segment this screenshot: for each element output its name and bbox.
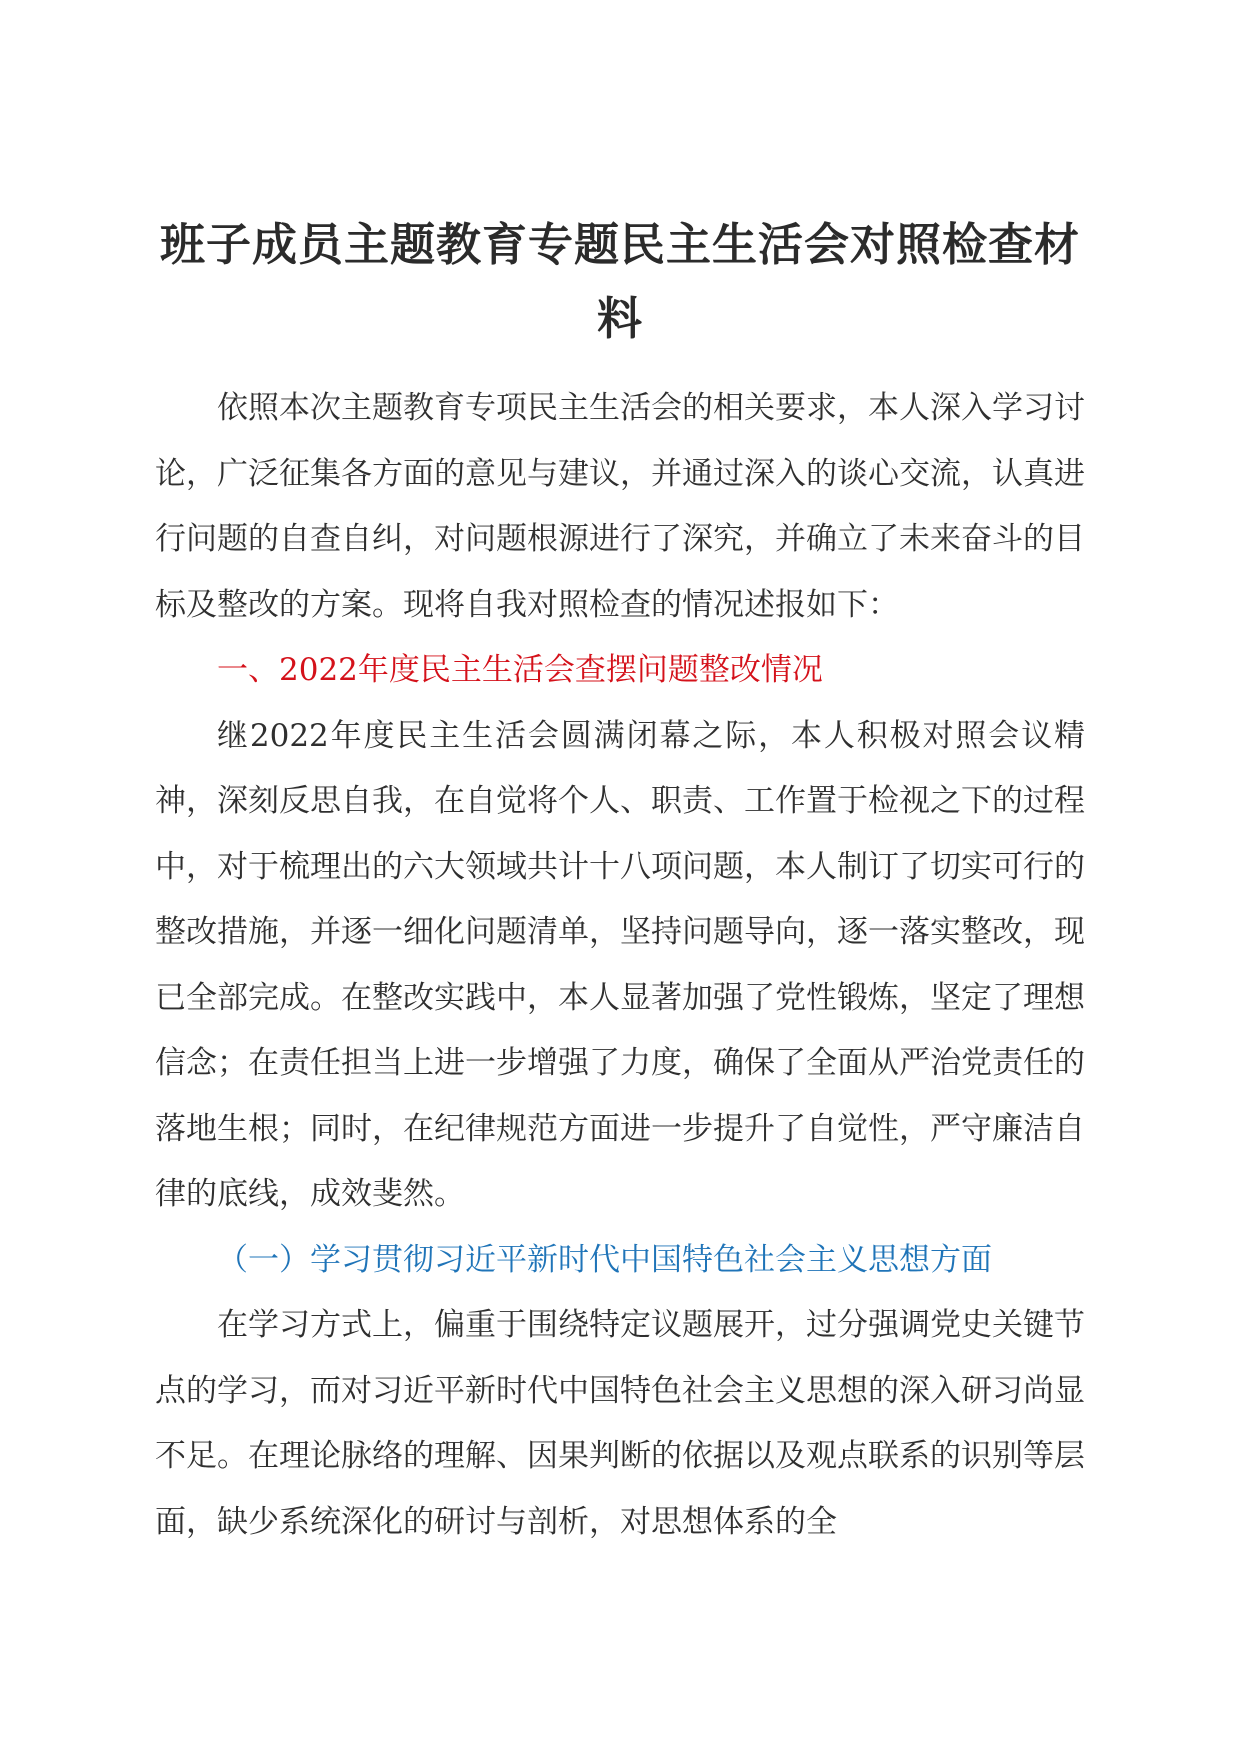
- body-paragraph: 继2022年度民主生活会圆满闭幕之际，本人积极对照会议精神，深刻反思自我，在自觉将个人、职责、工作置于检视之下的过程中，对于梳理出的六大领域共计十八项问题，本人制订了切实可行的整改措施，并逐一细化问题清单，坚持问题导向，逐一落实整改，现已全部完成。在整改实践中，本人显著加强了党性锻炼，坚定了理想信念；在责任担当上进一步增强了力度，确保了全面从严治党责任的落地生根；同时，在纪律规范方面进一步提升了自觉性，严守廉洁自律的底线，成效斐然。: [155, 717, 1085, 1212]
- section-heading-1: 一、2022年度民主生活会查摆问题整改情况: [217, 652, 823, 688]
- intro-paragraph: 依照本次主题教育专项民主生活会的相关要求，本人深入学习讨论，广泛征集各方面的意见与建议，并通过深入的谈心交流，认真进行问题的自查自纠，对问题根源进行了深究，并确立了未来奋斗的目标及整改的方案。现将自我对照检查的情况述报如下：: [155, 390, 1085, 623]
- body-paragraph: 在学习方式上，偏重于围绕特定议题展开，过分强调党史关键节点的学习，而对习近平新时代中国特色社会主义思想的深入研习尚显不足。在理论脉络的理解、因果判断的依据以及观点联系的识别等层面，缺少系统深化的研讨与剖析，对思想体系的全: [155, 1307, 1085, 1540]
- document-body: [155, 376, 1085, 1555]
- document-title: 班子成员主题教育专题民主生活会对照检查材料: [159, 218, 1080, 345]
- subsection-heading-1: （一）学习贯彻习近平新时代中国特色社会主义思想方面: [217, 1241, 992, 1278]
